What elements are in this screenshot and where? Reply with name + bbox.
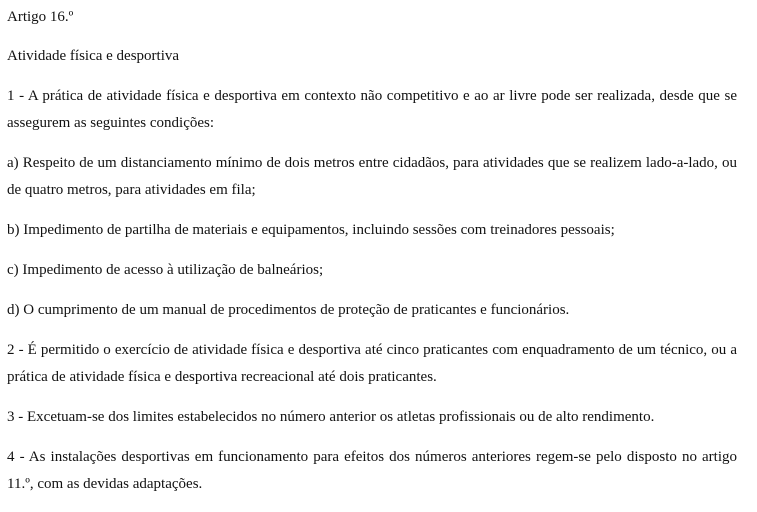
article-title: Atividade física e desportiva [7, 48, 180, 64]
document-body [7, 0, 737, 498]
paragraph-1d: d) O cumprimento de um manual de procedimentos de proteção de praticantes e funcionários. [7, 302, 570, 318]
paragraph-1c: c) Impedimento de acesso à utilização de balneários; [7, 262, 324, 278]
paragraph-2: 2 - É permitido o exercício de atividade física e desportiva até cinco praticantes com enquadramento de um técnico, ou a prática de atividade física e desportiva recreacional até dois praticantes. [7, 342, 737, 385]
paragraph-1a: a) Respeito de um distanciamento mínimo de dois metros entre cidadãos, para atividades que se realizem lado-a-lado, ou de quatro metros, para atividades em fila; [7, 155, 737, 198]
paragraph-1b: b) Impedimento de partilha de materiais e equipamentos, incluindo sessões com treinadores pessoais; [7, 222, 615, 238]
paragraph-1: 1 - A prática de atividade física e desportiva em contexto não competitivo e ao ar livre pode ser realizada, desde que se assegurem as seguintes condições: [7, 88, 737, 131]
paragraph-3: 3 - Excetuam-se dos limites estabelecidos no número anterior os atletas profissionais ou de alto rendimento. [7, 409, 655, 425]
paragraph-4: 4 - As instalações desportivas em funcionamento para efeitos dos números anteriores regem-se pelo disposto no artigo 11.º, com as devidas adaptações. [7, 449, 737, 492]
article-number: Artigo 16.º [7, 9, 74, 25]
